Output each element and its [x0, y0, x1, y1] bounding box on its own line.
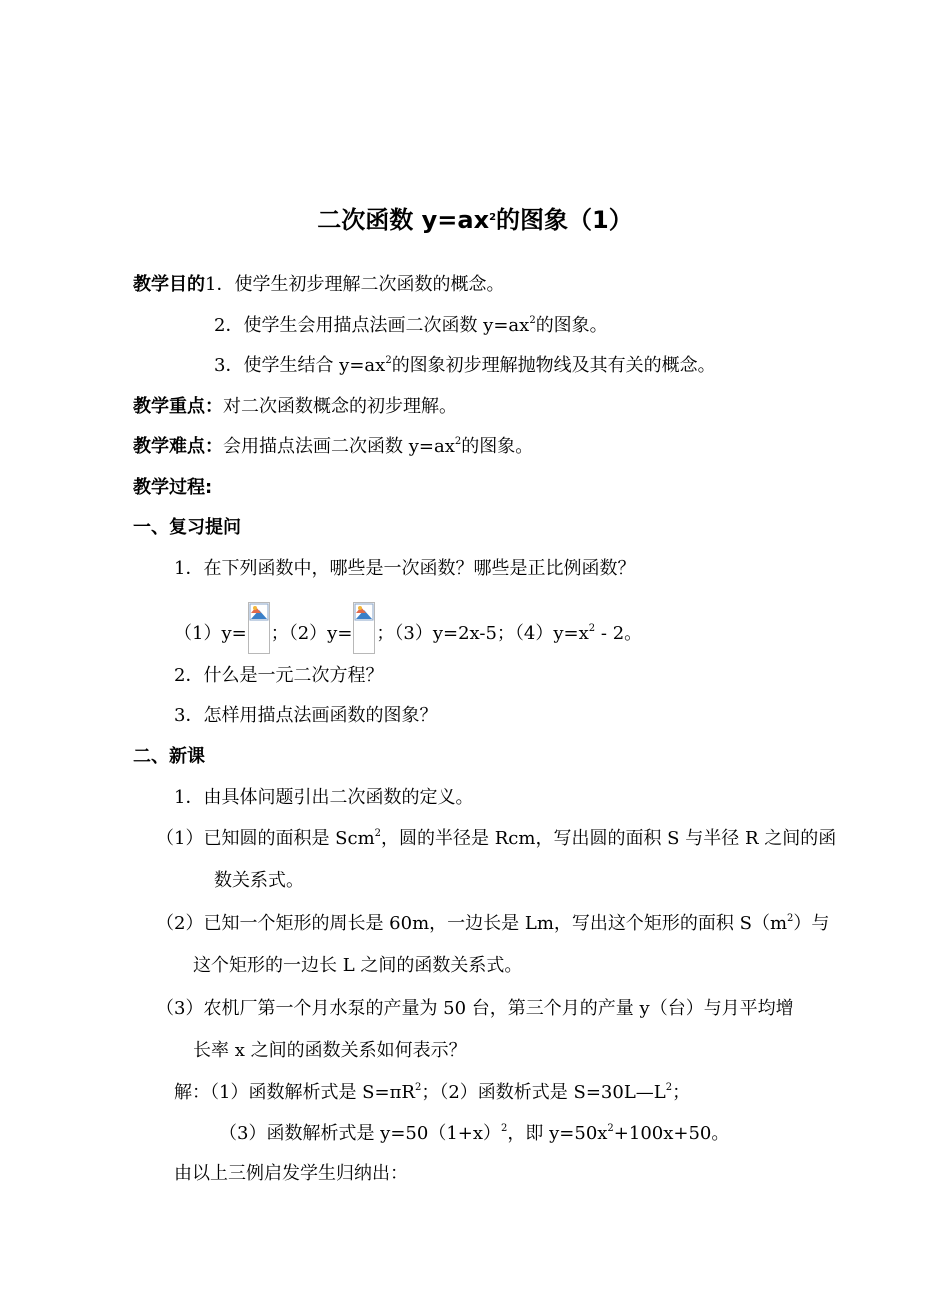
review-question-2: 2．什么是一元二次方程？: [174, 665, 384, 686]
solution-line-1: 解：（1）函数解析式是 $S=\pi R^2$；（2）函数析式是 $S=30L—L^2$；: [174, 1082, 691, 1103]
objectives-line-3: 3．使学生结合 $y=ax^2$的图象初步理解抛物线及其有关的概念。: [214, 355, 716, 376]
section1-heading: 一、复习提问: [133, 517, 241, 538]
broken-image-icon: [248, 602, 270, 654]
problem-1-line-2: 数关系式。: [214, 870, 304, 891]
page-title: 二次函数 $y=ax^2$的图象（1）: [317, 206, 633, 234]
function-list: （1）y= ；（2）y= ；（3）y=2x-5；$(4)y=x^2 - 2$。: [174, 608, 642, 660]
new-lesson-step-1: 1．由具体问题引出二次函数的定义。: [174, 787, 474, 808]
objectives-line-1: 教学目的1．使学生初步理解二次函数的概念。: [133, 274, 505, 295]
problem-3-line-2: 长率 x 之间的函数关系如何表示？: [193, 1040, 467, 1061]
problem-2-line-1: （2）已知一个矩形的周长是 60m，一边长是 Lm，写出这个矩形的面积 $S(m^2)$与: [156, 913, 830, 934]
difficulty: 教学难点：会用描点法画二次函数 $y=ax^2$的图象。: [133, 436, 534, 457]
solution-line-2: （3）函数解析式是 $y=50(1+x)^2$，即 $y=50x^2+100x+50$。: [219, 1123, 730, 1144]
problem-3-line-1: （3）农机厂第一个月水泵的产量为 50 台，第三个月的产量 y（台）与月平均增: [156, 998, 794, 1019]
broken-image-icon: [353, 602, 375, 654]
review-question-3: 3．怎样用描点法画函数的图象？: [174, 705, 438, 726]
section2-heading: 二、新课: [133, 746, 205, 767]
objectives-label: 教学目的: [133, 274, 205, 295]
process-label: 教学过程:: [133, 477, 213, 498]
problem-2-line-2: 这个矩形的一边长 L 之间的函数关系式。: [193, 955, 523, 976]
summary-line: 由以上三例启发学生归纳出：: [174, 1163, 408, 1184]
problem-1-line-1: （1）已知圆的面积是 Scm$^2$，圆的半径是 Rcm，写出圆的面积 S 与半径 R 之间的函: [156, 828, 837, 849]
review-question-1: 1．在下列函数中，哪些是一次函数？哪些是正比例函数？: [174, 558, 636, 579]
key-point: 教学重点：对二次函数概念的初步理解。: [133, 396, 457, 417]
objectives-line-2: 2．使学生会用描点法画二次函数 $y=ax^2$的图象。: [214, 315, 608, 336]
